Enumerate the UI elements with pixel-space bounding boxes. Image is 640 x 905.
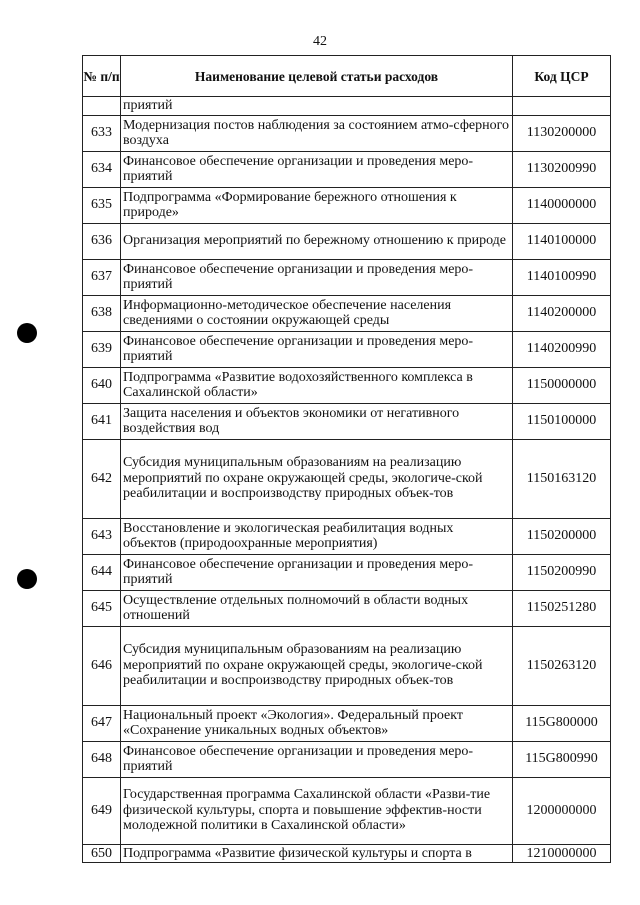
row-code: 1140200000 [513,295,611,331]
row-name: Подпрограмма «Формирование бережного отношения к природе» [121,187,513,223]
row-number: 648 [83,741,121,777]
table-row [83,403,611,439]
row-number: 642 [83,439,121,518]
table-row [83,626,611,705]
row-code: 1210000000 [513,844,611,863]
continuation-row [83,97,611,116]
row-number: 639 [83,331,121,367]
row-name: приятий [121,97,513,116]
row-number: 637 [83,259,121,295]
row-number: 640 [83,367,121,403]
row-number: 644 [83,554,121,590]
table-row [83,705,611,741]
row-number: 650 [83,844,121,863]
table-row [83,223,611,259]
row-code: 1150263120 [513,626,611,705]
row-code: 1130200990 [513,151,611,187]
table-row [83,295,611,331]
row-name: Государственная программа Сахалинской области «Разви-тие физической культуры, спорта и повышение эффектив-ности молодежной политики в Сахалинской области» [121,777,513,844]
table-row [83,187,611,223]
table-row [83,115,611,151]
table-row [83,518,611,554]
row-number: 649 [83,777,121,844]
row-number: 635 [83,187,121,223]
row-name: Подпрограмма «Развитие физической культуры и спорта в [121,844,513,863]
row-number: 647 [83,705,121,741]
row-number: 646 [83,626,121,705]
row-code: 115G800990 [513,741,611,777]
row-name: Финансовое обеспечение организации и проведения меро-приятий [121,331,513,367]
row-number: 636 [83,223,121,259]
row-name: Организация мероприятий по бережному отношению к природе [121,223,513,259]
row-number: 634 [83,151,121,187]
table-row [83,741,611,777]
table-row [83,590,611,626]
row-name: Информационно-методическое обеспечение населения сведениями о состоянии окружающей среды [121,295,513,331]
punch-hole [17,569,37,589]
table-row [83,844,611,863]
row-code: 1150163120 [513,439,611,518]
row-code: 1140200990 [513,331,611,367]
header-item-name: Наименование целевой статьи расходов [121,56,513,97]
table-row [83,259,611,295]
row-number [83,97,121,116]
row-name: Финансовое обеспечение организации и проведения меро-приятий [121,259,513,295]
header-number: № п/п [83,56,121,97]
row-name: Осуществление отдельных полномочий в области водных отношений [121,590,513,626]
row-name: Финансовое обеспечение организации и проведения меро-приятий [121,554,513,590]
table-row [83,367,611,403]
row-code: 1150200000 [513,518,611,554]
row-code: 1150200990 [513,554,611,590]
row-code: 1140100990 [513,259,611,295]
table-row [83,151,611,187]
row-number: 643 [83,518,121,554]
row-code: 1150000000 [513,367,611,403]
row-code: 1140000000 [513,187,611,223]
row-code [513,97,611,116]
row-code: 1150251280 [513,590,611,626]
row-name: Субсидия муниципальным образованиям на реализацию мероприятий по охране окружающей среды, экологиче-ской реабилитации и воспроизводству природных объек-тов [121,626,513,705]
table-row [83,439,611,518]
row-number: 641 [83,403,121,439]
row-name: Защита населения и объектов экономики от негативного воздействия вод [121,403,513,439]
row-name: Модернизация постов наблюдения за состоянием атмо-сферного воздуха [121,115,513,151]
row-name: Национальный проект «Экология». Федеральный проект «Сохранение уникальных водных объектов» [121,705,513,741]
table-row [83,777,611,844]
row-number: 638 [83,295,121,331]
punch-hole [17,323,37,343]
row-name: Субсидия муниципальным образованиям на реализацию мероприятий по охране окружающей среды, экологиче-ской реабилитации и воспроизводству природных объек-тов [121,439,513,518]
row-name: Финансовое обеспечение организации и проведения меро-приятий [121,741,513,777]
row-code: 1200000000 [513,777,611,844]
row-code: 1130200000 [513,115,611,151]
row-name: Восстановление и экологическая реабилитация водных объектов (природоохранные мероприятия) [121,518,513,554]
row-name: Подпрограмма «Развитие водохозяйственного комплекса в Сахалинской области» [121,367,513,403]
row-number: 633 [83,115,121,151]
row-number: 645 [83,590,121,626]
row-code: 115G800000 [513,705,611,741]
budget-items-table [82,55,611,863]
row-code: 1150100000 [513,403,611,439]
header-code: Код ЦСР [513,56,611,97]
table-row [83,554,611,590]
row-code: 1140100000 [513,223,611,259]
row-name: Финансовое обеспечение организации и проведения меро-приятий [121,151,513,187]
page-number: 42 [313,34,327,49]
table-row [83,331,611,367]
table-header-row [83,56,611,97]
